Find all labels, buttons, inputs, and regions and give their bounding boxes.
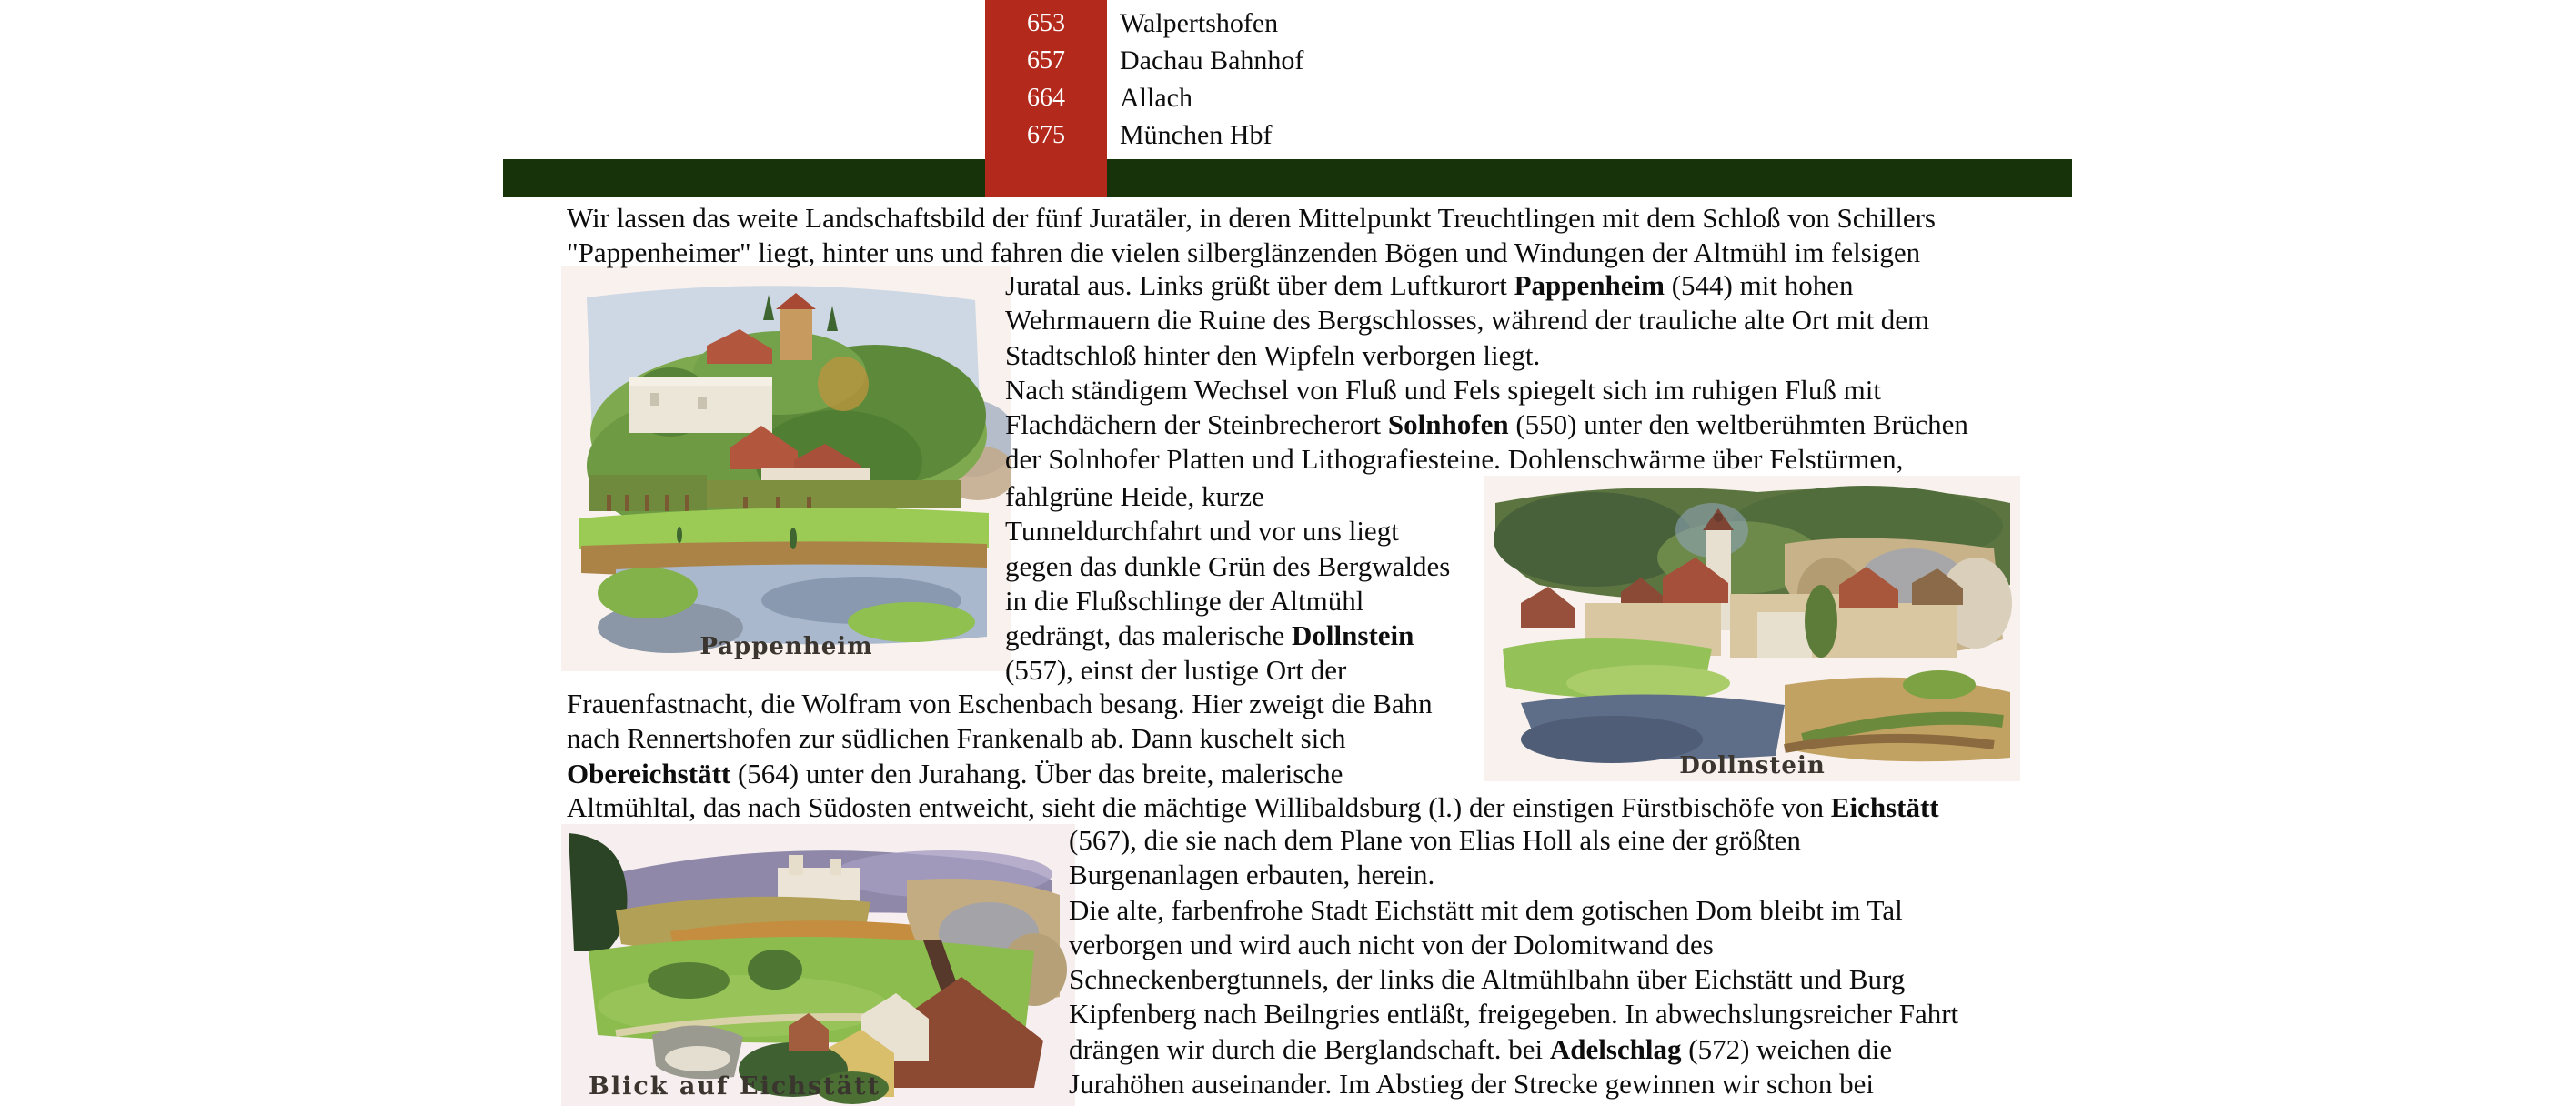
- text-line: Nach ständigem Wechsel von Fluß und Fels spiegelt sich im ruhigen Fluß mit: [1005, 373, 1881, 406]
- eichstaett-illustration: [561, 824, 1075, 1106]
- dollnstein-watercolor: [1484, 476, 2020, 781]
- pappenheim-illustration: [561, 266, 1011, 671]
- paragraph-obereichstaett: [567, 687, 1433, 791]
- text-line: Wehrmauern die Ruine des Bergschlosses, während der trauliche alte Ort mit dem: [1005, 304, 1930, 337]
- timetable-km: 664: [1027, 83, 1065, 112]
- text-line: drängen wir durch die Berglandschaft. bei Adelschlag (572) weichen die: [1069, 1032, 1893, 1065]
- timetable-row: [985, 5, 1303, 42]
- paragraph-pappenheim: [1005, 268, 1968, 478]
- illustration-caption: Pappenheim: [699, 633, 873, 660]
- text-line: Die alte, farbenfrohe Stadt Eichstätt mit dem gotischen Dom bleibt im Tal: [1069, 893, 1903, 926]
- text-line: Burgenanlagen erbauten, herein.: [1069, 859, 1435, 891]
- text-line: Kipfenberg nach Beilngries entläßt, freigegeben. In abwechslungsreicher Fahrt: [1069, 998, 1959, 1031]
- text-line: der Solnhofer Platten und Lithografiesteine. Dohlenschwärme über Felstürmen,: [1005, 443, 1904, 476]
- timetable-km: 653: [1027, 8, 1065, 37]
- text-line: fahlgrüne Heide, kurze: [1005, 480, 1264, 512]
- text-line: Juratal aus. Links grüßt über dem Luftkurort Pappenheim (544) mit hohen: [1005, 269, 1854, 301]
- timetable-row: [985, 42, 1303, 79]
- text-line: Flachdächern der Steinbrecherort Solnhofen (550) unter den weltberühmten Brüchen: [1005, 408, 1968, 441]
- text-line: (557), einst der lustige Ort der: [1005, 654, 1347, 687]
- timetable-km: 657: [1027, 45, 1065, 75]
- text-line: nach Rennertshofen zur südlichen Frankenalb ab. Dann kuschelt sich: [567, 722, 1346, 755]
- text-line: Jurahöhen auseinander. Im Abstieg der Strecke gewinnen wir schon bei: [1069, 1068, 1874, 1101]
- timetable-row: [985, 116, 1303, 154]
- dollnstein-illustration: [1484, 476, 2020, 781]
- text-line: Stadtschloß hinter den Wipfeln verborgen liegt.: [1005, 338, 1541, 371]
- section-divider-bar: [503, 159, 2072, 197]
- timetable-station: Dachau Bahnhof: [1120, 45, 1304, 75]
- paragraph-eichstaett: [1069, 823, 1958, 1101]
- timetable-row: [985, 79, 1303, 116]
- illustration-caption: Blick auf Eichstätt: [589, 1072, 881, 1101]
- timetable-km: 675: [1027, 120, 1065, 149]
- text-line: Obereichstätt (564) unter den Jurahang. Über das breite, malerische: [567, 757, 1343, 789]
- timetable-station: Walpertshofen: [1120, 7, 1279, 38]
- timetable-station: Allach: [1120, 82, 1192, 113]
- text-line: Schneckenbergtunnels, der links die Altmühlbahn über Eichstätt und Burg: [1069, 963, 1906, 996]
- text-line: Altmühltal, das nach Südosten entweicht, sieht die mächtige Willibaldsburg (l.) der einstigen Fürstbischöfe von Eichstätt: [567, 791, 1939, 823]
- timetable-station: München Hbf: [1120, 119, 1273, 150]
- text-line: in die Flußschlinge der Altmühl: [1005, 584, 1364, 617]
- text-line: "Pappenheimer" liegt, hinter uns und fahren die vielen silberglänzenden Bögen und Windungen der Altmühl im felsigen: [567, 236, 1921, 269]
- paragraph-dollnstein: [1005, 479, 1450, 689]
- paragraph-altmuehltal: [567, 790, 1939, 825]
- illustration-caption: Dollnstein: [1679, 752, 1826, 779]
- text-line: (567), die sie nach dem Plane von Elias Holl als eine der größten: [1069, 824, 1801, 856]
- text-line: Tunneldurchfahrt und vor uns liegt: [1005, 515, 1399, 548]
- text-line: Frauenfastnacht, die Wolfram von Eschenbach besang. Hier zweigt die Bahn: [567, 688, 1433, 719]
- text-line: gedrängt, das malerische Dollnstein: [1005, 619, 1414, 652]
- text-line: gegen das dunkle Grün des Bergwaldes: [1005, 549, 1451, 582]
- text-line: verborgen und wird auch nicht von der Dolomitwand des: [1069, 928, 1714, 960]
- pappenheim-watercolor: [561, 266, 1011, 671]
- text-line: Wir lassen das weite Landschaftsbild der fünf Juratäler, in deren Mittelpunkt Treuchtlingen mit dem Schloß von Schillers: [567, 202, 1936, 234]
- timetable: [985, 5, 1303, 154]
- eichstaett-watercolor: [561, 824, 1075, 1106]
- paragraph-intro: [567, 201, 1936, 271]
